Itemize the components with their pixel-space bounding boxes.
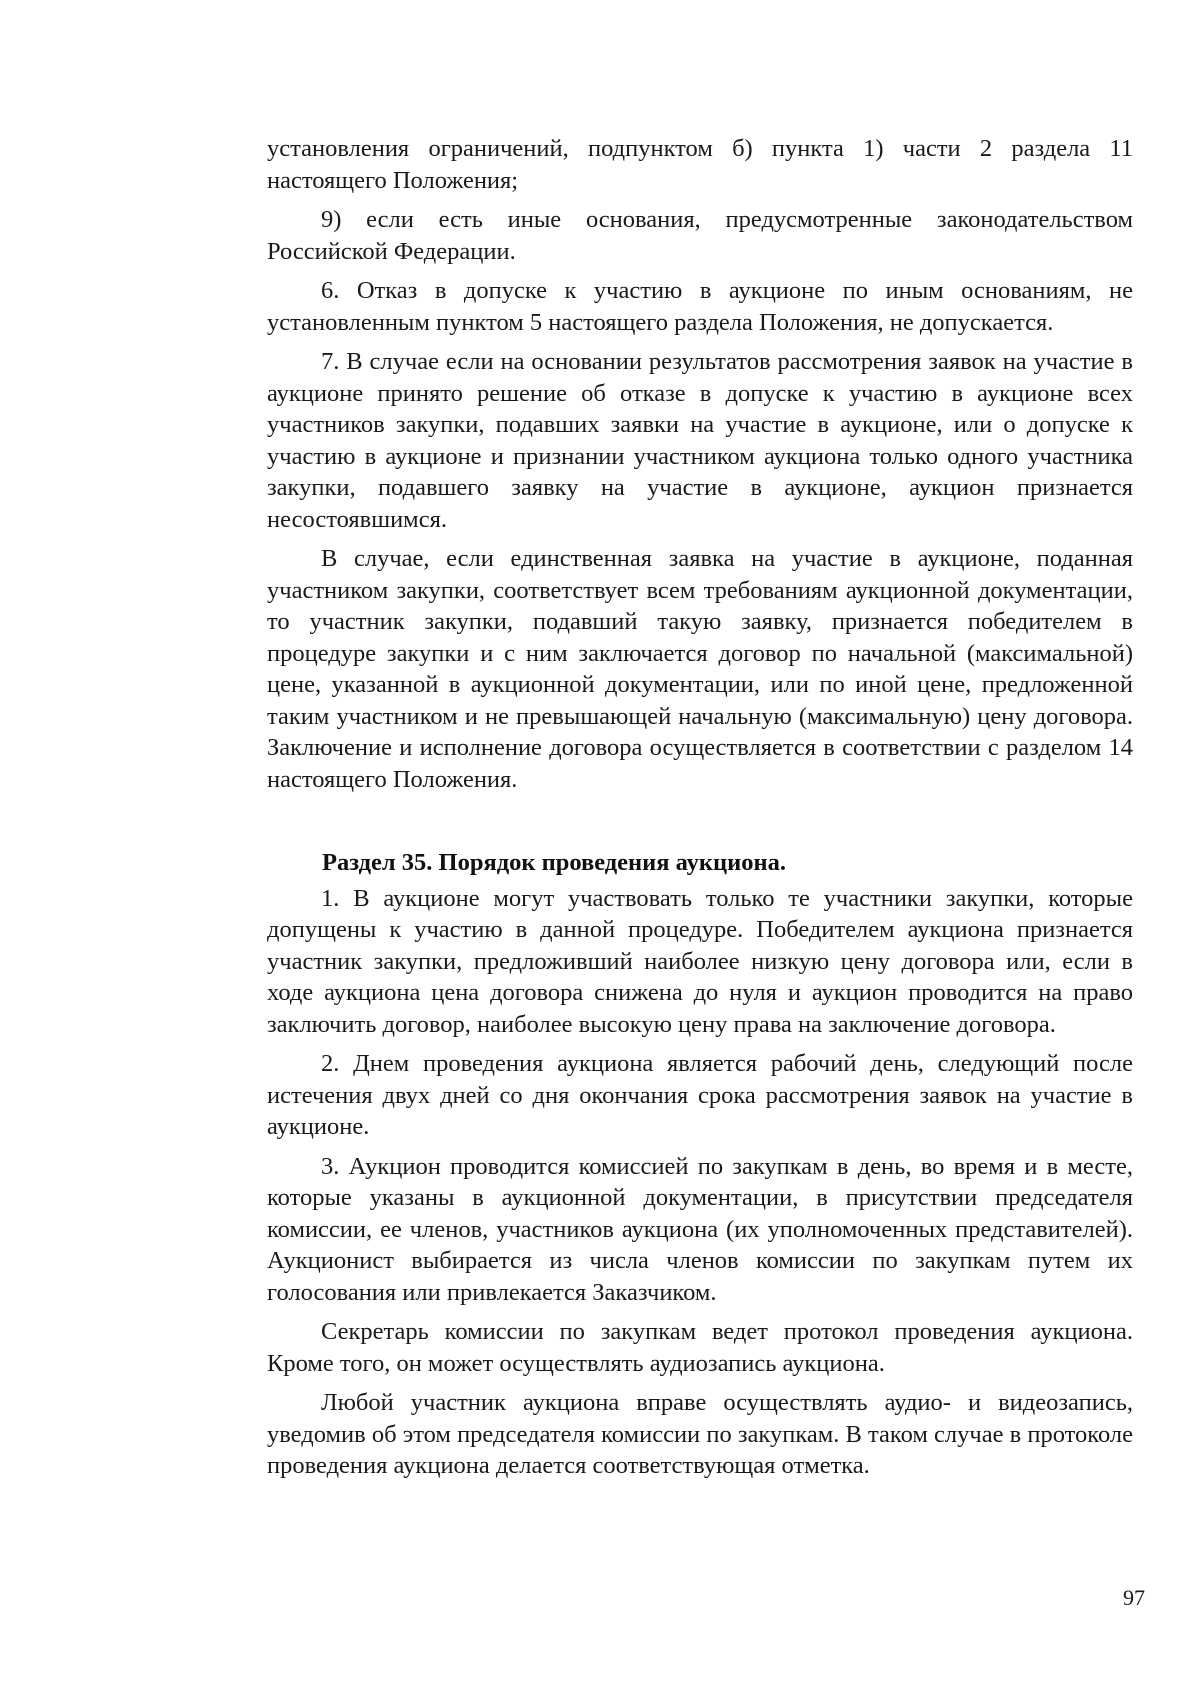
paragraph-section-point-1: 1. В аукционе могут участвовать только те участники закупки, которые допущены к участию в данной процедуре. Победителем аукциона признается участник закупки, предложивший наиболее низкую цену договора или, если в ходе аукциона цена договора снижена до нуля и аукцион проводится на право заключить договор, наиболее высокую цену права на заключение договора.: [267, 884, 1133, 1038]
paragraph-recording: Любой участник аукциона вправе осуществлять аудио- и видеозапись, уведомив об этом председателя комиссии по закупкам. В таком случае в протоколе проведения аукциона делается соответствующая отметка.: [267, 1389, 1133, 1479]
paragraph-secretary: Секретарь комиссии по закупкам ведет протокол проведения аукциона. Кроме того, он может осуществлять аудиозапись аукциона.: [267, 1318, 1133, 1377]
paragraph-section-point-2: 2. Днем проведения аукциона является рабочий день, следующий после истечения двух дней со дня окончания срока рассмотрения заявок на участие в аукционе.: [267, 1050, 1133, 1140]
paragraph-point-7: 7. В случае если на основании результатов рассмотрения заявок на участие в аукционе принято решение об отказе в допуске к участию в аукционе всех участников закупки, подавших заявки на участие в аукционе, или о допуске к участию в аукционе и признании участником аукциона только одного участника закупки, подавшего заявку на участие в аукционе, аукцион признается несостоявшимся.: [267, 348, 1133, 533]
paragraph-single-application: В случае, если единственная заявка на участие в аукционе, поданная участником закупки, соответствует всем требованиям аукционной документации, то участник закупки, подавший такую заявку, признается победителем в процедуре закупки и с ним заключается договор по начальной (максимальной) цене, указанной в аукционной документации, или по иной цене, предложенной таким участником и не превышающей начальную (максимальную) цену договора. Заключение и исполнение договора осуществляется в соответствии с разделом 14 настоящего Положения.: [267, 545, 1133, 793]
page-number: 97: [1123, 1585, 1145, 1610]
document-body: [267, 133, 1133, 1490]
paragraph-continuation: установления ограничений, подпунктом б) пункта 1) части 2 раздела 11 настоящего Положения;: [267, 135, 1133, 194]
paragraph-section-point-3: 3. Аукцион проводится комиссией по закупкам в день, во время и в месте, которые указаны в аукционной документации, в присутствии председателя комиссии, ее членов, участников аукциона (их уполномоченных представителей). Аукционист выбирается из числа членов комиссии по закупкам путем их голосования или привлекается Заказчиком.: [267, 1152, 1133, 1306]
paragraph-item-9: 9) если есть иные основания, предусмотренные законодательством Российской Федерации.: [267, 206, 1133, 265]
section-heading: Раздел 35. Порядок проведения аукциона.: [322, 849, 786, 876]
paragraph-point-6: 6. Отказ в допуске к участию в аукционе по иным основаниям, не установленным пунктом 5 настоящего раздела Положения, не допускается.: [267, 277, 1133, 336]
